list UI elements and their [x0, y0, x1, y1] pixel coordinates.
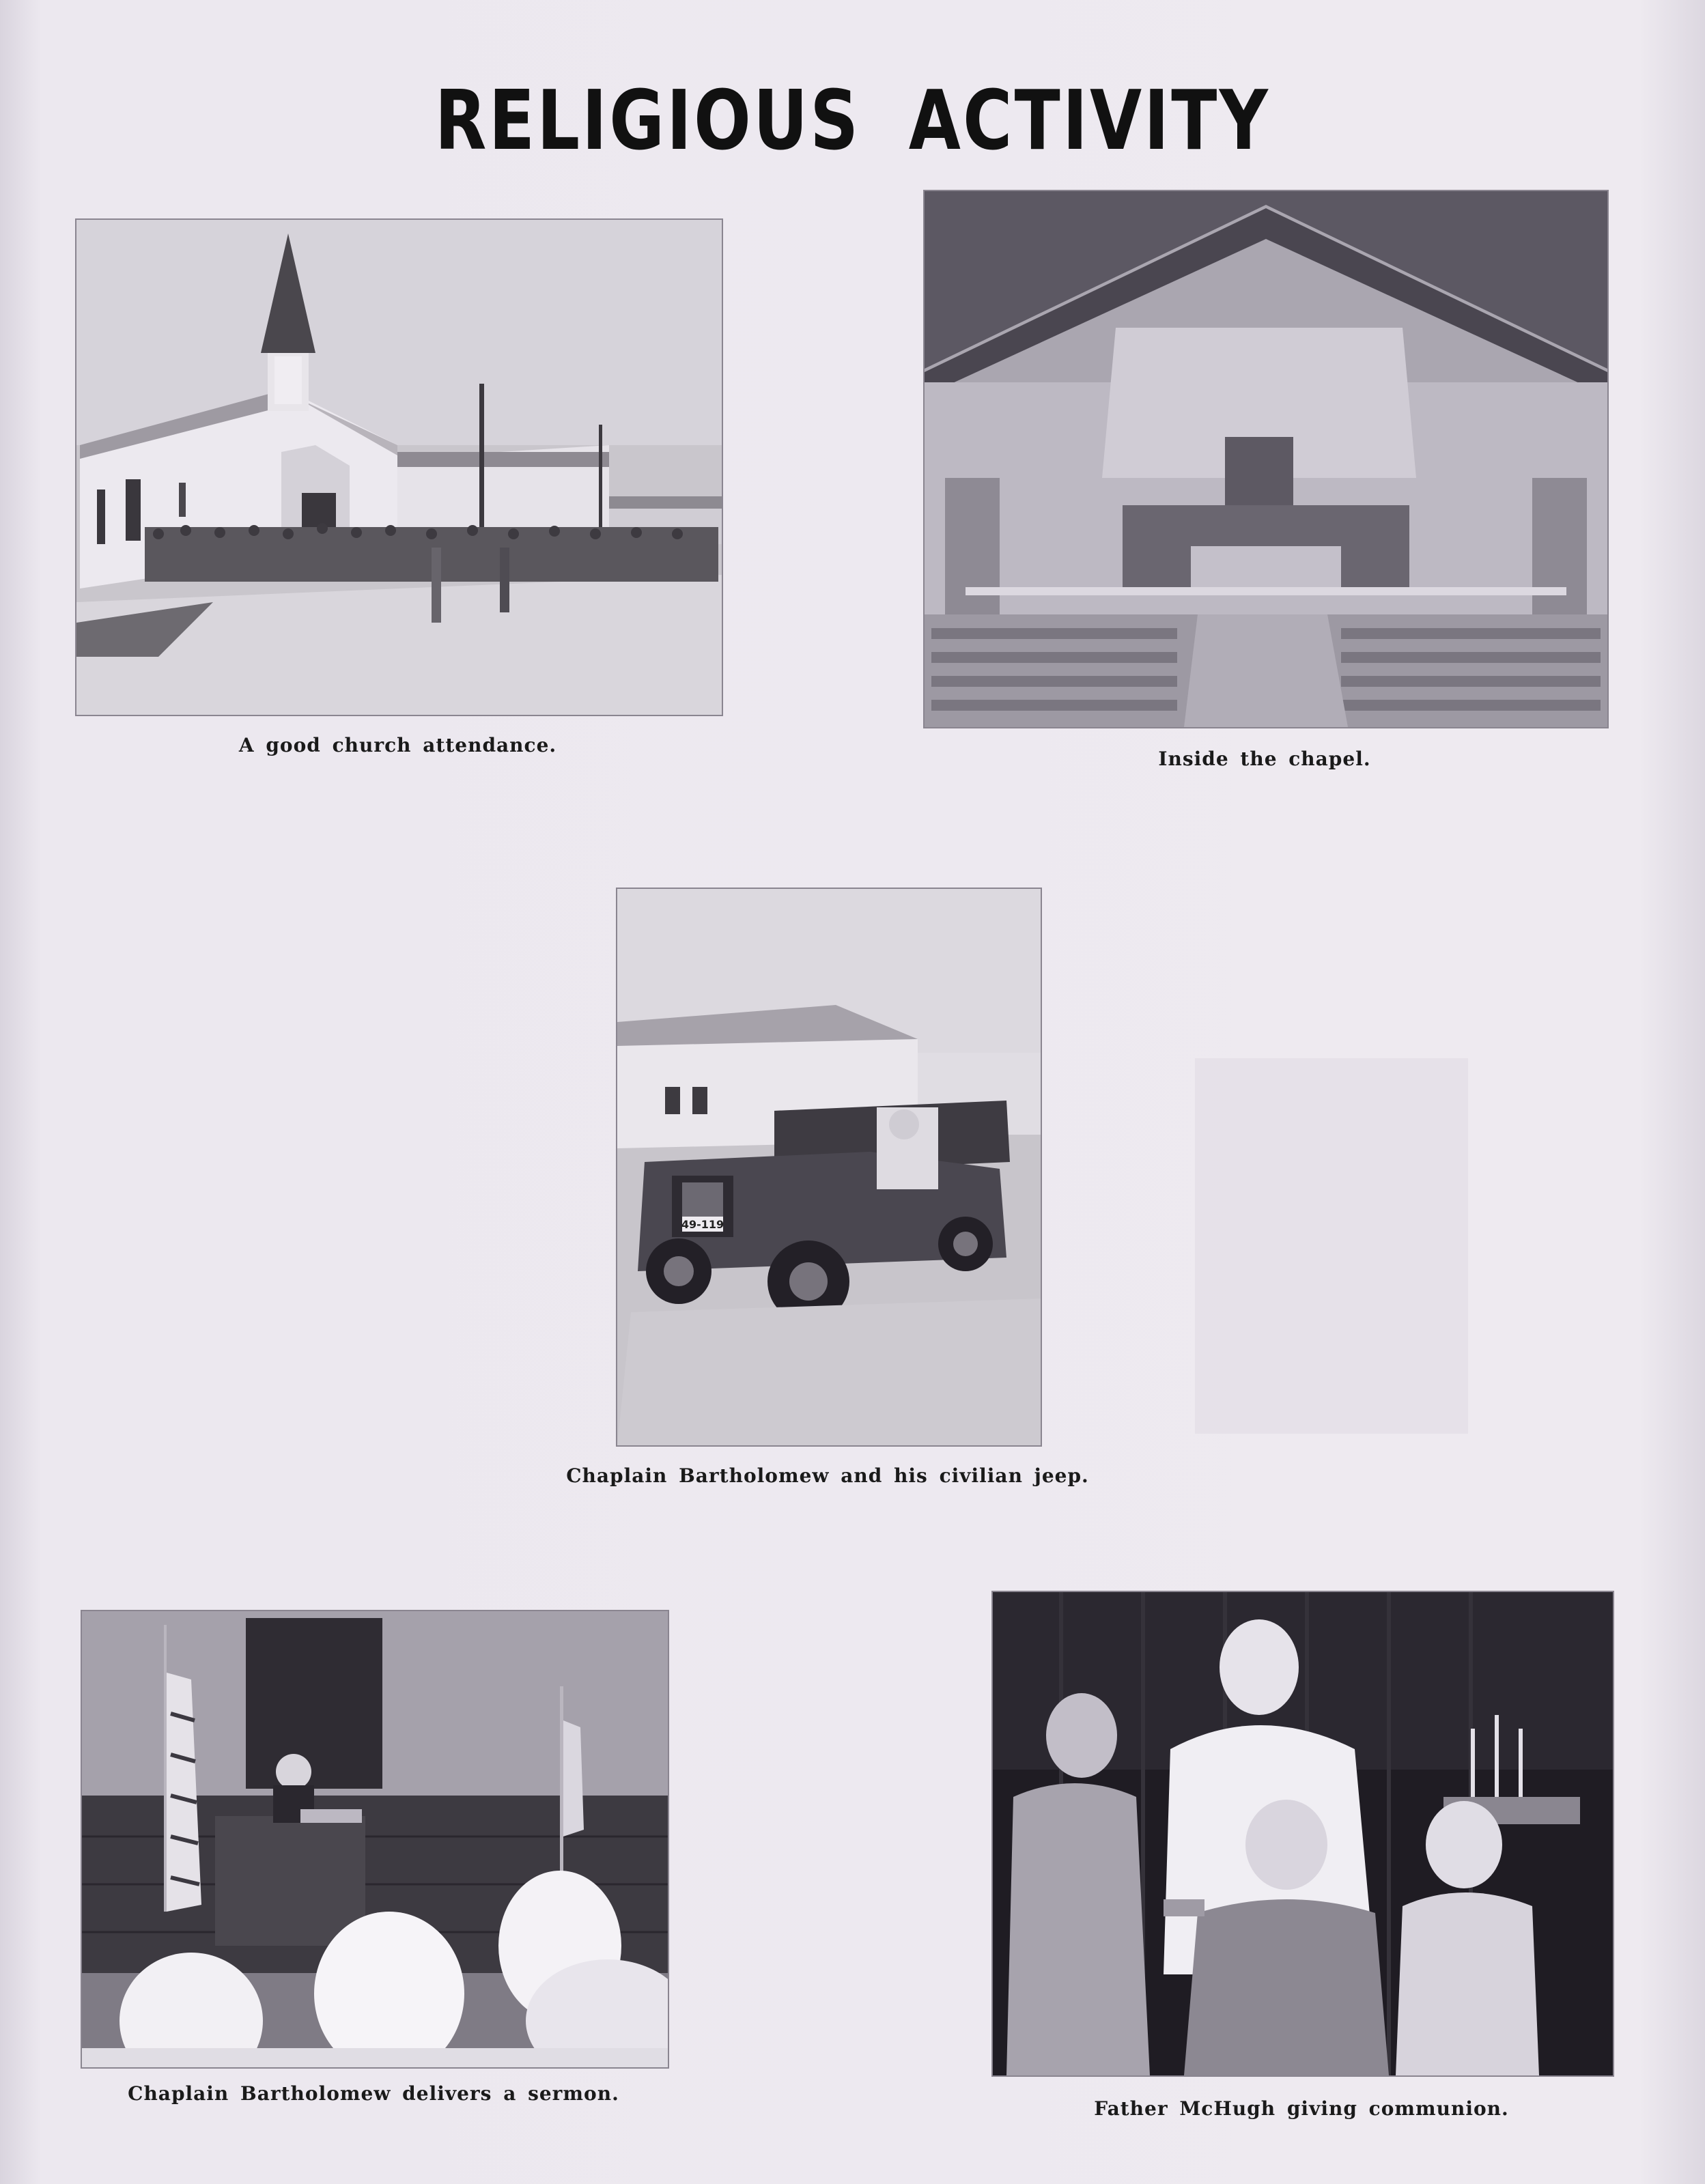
church-exterior-photo [75, 218, 723, 716]
photo-caption-jeep: Chaplain Bartholomew and his civilian jeep. [566, 1464, 1089, 1487]
photo-caption-chapel-interior: Inside the chapel. [1158, 748, 1371, 770]
chapel-interior-photo [923, 190, 1609, 728]
sermon-photo [81, 1610, 669, 2069]
page-title: RELIGIOUS ACTIVITY [434, 74, 1271, 169]
license-plate: 49-119 [681, 1218, 724, 1231]
communion-photo [991, 1591, 1614, 2077]
photo-caption-communion: Father McHugh giving communion. [1094, 2097, 1509, 2120]
photo-caption-sermon: Chaplain Bartholomew delivers a sermon. [128, 2082, 619, 2105]
jeep-photo [616, 888, 1042, 1447]
bleed-through-shadow [1195, 1058, 1468, 1434]
photo-caption-church-attendance: A good church attendance. [238, 734, 557, 756]
